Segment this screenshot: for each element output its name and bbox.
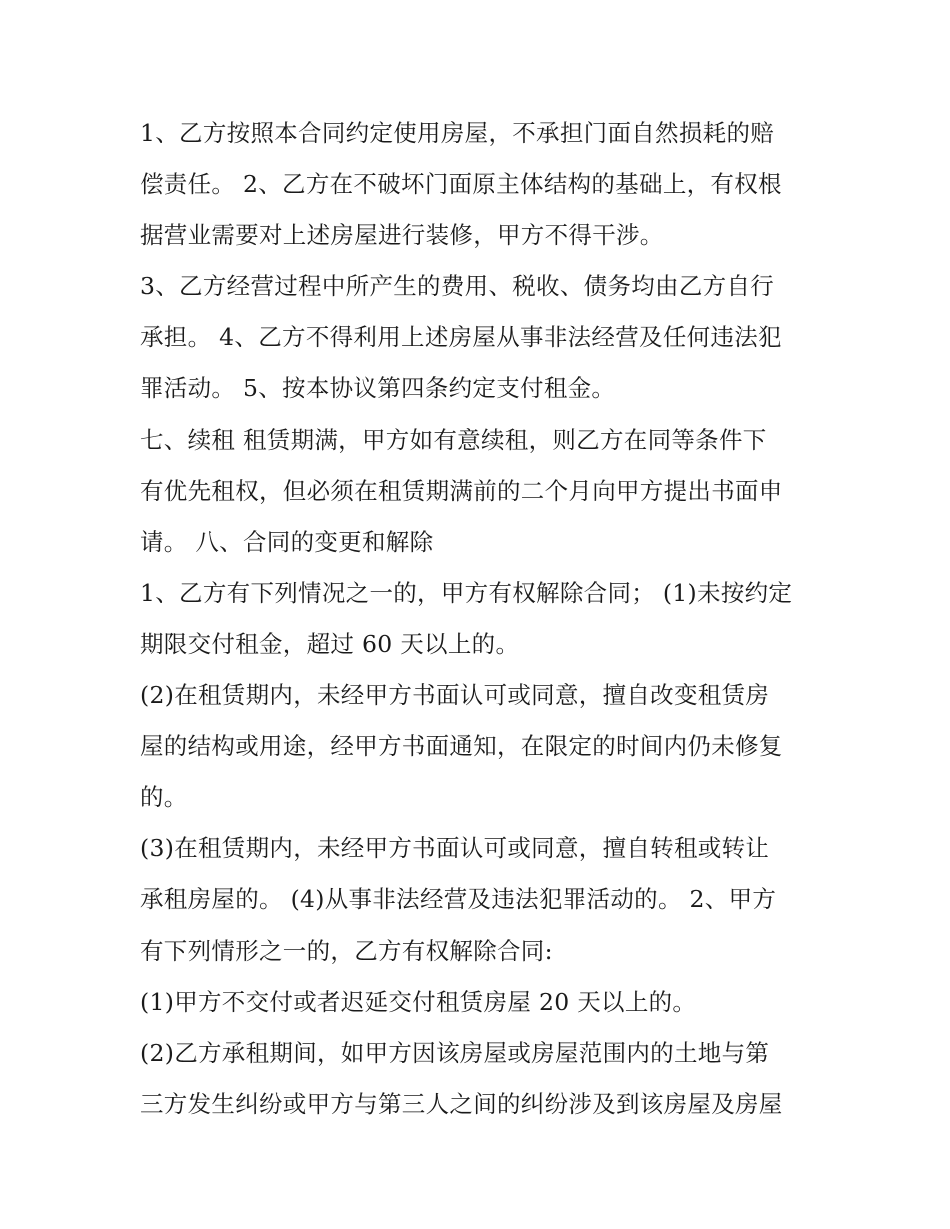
text-line: 请。 八、合同的变更和解除	[140, 527, 434, 556]
text-line: 罪活动。 5、按本协议第四条约定支付租金。	[140, 374, 616, 403]
text-line: (1)甲方不交付或者迟延交付租赁房屋 20 天以上的。	[140, 987, 697, 1016]
text-line: 有下列情形之一的，乙方有权解除合同:	[140, 936, 553, 965]
text-line: (2)在租赁期内，未经甲方书面认可或同意，擅自改变租赁房	[140, 681, 770, 710]
text-line: 3、乙方经营过程中所产生的费用、税收、债务均由乙方自行	[140, 272, 775, 301]
text-line: 有优先租权，但必须在租赁期满前的二个月向甲方提出书面申	[140, 476, 783, 505]
text-line: 三方发生纠纷或甲方与第三人之间的纠纷涉及到该房屋及房屋	[140, 1089, 783, 1118]
text-line: 承担。 4、乙方不得利用上述房屋从事非法经营及任何违法犯	[140, 323, 782, 352]
text-line: (2)乙方承租期间，如甲方因该房屋或房屋范围内的土地与第	[140, 1038, 770, 1067]
text-line: 据营业需要对上述房屋进行装修，甲方不得干涉。	[140, 221, 664, 250]
text-line: (3)在租赁期内，未经甲方书面认可或同意，擅自转租或转让	[140, 834, 770, 863]
text-line: 1、乙方按照本合同约定使用房屋，不承担门面自然损耗的赔	[140, 119, 775, 147]
text-line: 1、乙方有下列情况之一的，甲方有权解除合同； (1)未按约定	[140, 578, 793, 607]
text-line: 七、续租 租赁期满，甲方如有意续租，则乙方在同等条件下	[140, 425, 767, 454]
text-line: 偿责任。 2、乙方在不破坏门面原主体结构的基础上，有权根	[140, 170, 782, 199]
text-line: 期限交付租金，超过 60 天以上的。	[140, 629, 520, 658]
text-line: 屋的结构或用途，经甲方书面通知，在限定的时间内仍未修复	[140, 732, 783, 761]
document-page	[140, 108, 816, 1130]
text-line: 承租房屋的。 (4)从事非法经营及违法犯罪活动的。 2、甲方	[140, 885, 777, 914]
text-line: 的。	[140, 783, 188, 812]
